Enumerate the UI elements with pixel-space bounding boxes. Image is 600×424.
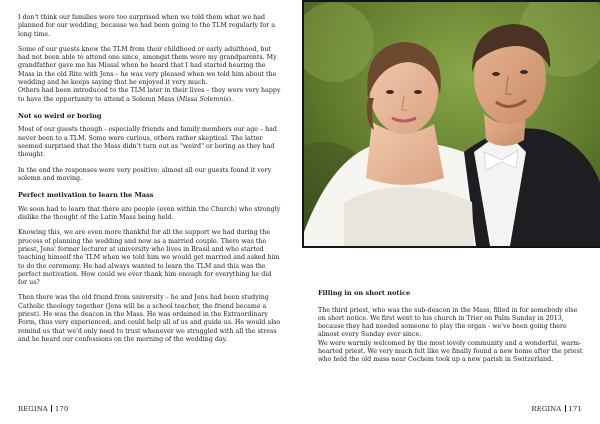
section-2-paragraph-3: Then there was the old friend from university – he and Jens had been studying Catholic theology together (Jens will be a school teacher, the friend became a priest). He was the deacon in the Mass. He was ordained in the Extraordinary Form, thus very experienced, and could help all of us and guide us. He would also remind us that we'd only need to trust whenever we struggled with all the stress and he heard our confessions on the morning of the wedding day.: [18, 294, 281, 343]
section-heading-motivation: Perfect motivation to learn the Mass: [18, 191, 154, 200]
section-1-paragraph-1: Most of our guests though - especially friends and family members our age – had never been to a TLM. Some were curious, others rather skeptical. The latter seemed surprised that the Mass didn't turn out as "weird" or boring as they had thought.: [18, 126, 277, 159]
right-page: [300, 0, 600, 424]
page-number: 170: [54, 405, 69, 413]
missa-solemnis-emphasis: Missa Solemnis: [178, 95, 229, 103]
section-heading-weird-boring: Not so weird or boring: [18, 111, 102, 120]
left-article-column: [18, 14, 282, 351]
footer-divider: [51, 405, 52, 412]
right-paragraph-1: The third priest, who was the sub-deacon in the Mass, filled in for somebody else on short notice. We first went to his church in Trier on Palm Sunday in 2013, because they had needed someone to play the organ - we've been going there almost every Sunday ever since.: [318, 306, 578, 339]
intro-paragraph-3: [18, 87, 282, 104]
section-2-paragraph-2: Knowing this, we are even more thankful for all the support we had during the process of planning the wedding and now as a married couple. There was the priest, Jens' former lecturer at university who lives in Brasil and who started teaching himself the TLM when we told him we would get married and asked him to do the ceremony. He had always wanted to learn the TLM and this was the perfect motivation. How could we ever thank him enough for everything he did for us?: [18, 229, 280, 287]
left-page-footer: [18, 405, 68, 413]
page-number: 171: [568, 405, 582, 413]
right-article-column: [318, 289, 586, 372]
right-paragraph-2: We were warmly welcomed by the most lovely community and a wonderful, warm- hearted priest. We very much felt like we finally found a new home after the priest who held the old mass near Cochem took up a new parish in Switzerland.: [318, 339, 583, 364]
section-2-paragraph-1: We soon had to learn that there are people (even within the Church) who strongly dislike the thought of the Latin Mass being held.: [18, 205, 281, 222]
section-heading-short-notice: Filling in on short notice: [318, 289, 411, 297]
intro-paragraph-3-text: Others had been introduced to the TLM later in their lives – they were very happy to have the opportunity to attend a Solemn Mass (: [18, 87, 281, 103]
photo-illustration: [304, 2, 600, 246]
magazine-name: REGINA: [18, 405, 48, 413]
intro-paragraph-2: Some of our guests knew the TLM from their childhood or early adulthood, but had not been able to attend one since, amongst them were my grandparents. My grandfather gave me his Missal when he heard that I had started hearing the Mass in the old Rite with Jens – he was very pleased when we told him about the wedding and he keeps saying that he enjoyed it very much.: [18, 45, 277, 87]
wedding-couple-photo: [302, 0, 600, 248]
footer-divider: [565, 405, 566, 412]
right-page-footer: [532, 405, 582, 413]
intro-paragraph-3-tail: ).: [228, 95, 234, 103]
section-1-paragraph-2: In the end the responses were very positive: almost all our guests found it very solemn and moving.: [18, 166, 272, 182]
intro-paragraph-1: I don't think our families were too surprised when we told them what we had planned for our wedding, because we had been going to the TLM regularly for a long time.: [18, 14, 275, 38]
magazine-name: REGINA: [531, 405, 562, 413]
